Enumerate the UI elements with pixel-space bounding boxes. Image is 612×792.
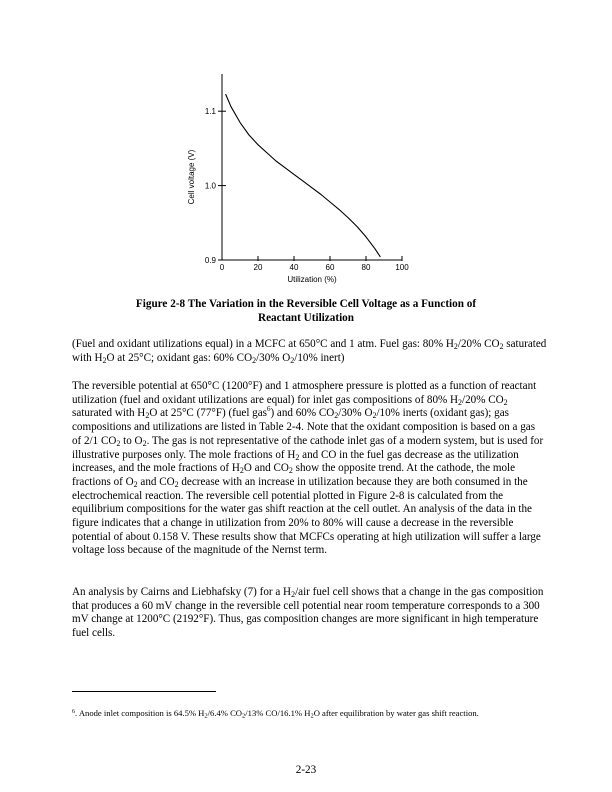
y-tick-label: 1.1: [204, 107, 216, 117]
body-paragraph-2: An analysis by Cairns and Liebhafsky (7) for a $H_2$/air fuel cell shows that a change in the gas composition that produces a 60 mV change in the reversible cell potential near room temperature corresponds to a 300 mV change at 1200°C (2192°F). Thus, gas composition changes are more significant in high temperature fuel cells.: [72, 586, 544, 640]
conditions-paragraph: (Fuel and oxidant utilizations equal) in a MCFC at 650°C and 1 atm. Fuel gas: 80% $H_2/20\%$ $CO_2$ saturated with $H_2O$ at 25°C; oxidant gas: 60% $CO_2/30\%$ $O_2/10\%$ inert): [72, 338, 547, 365]
chart-axes: [222, 74, 402, 260]
chart-series: [226, 94, 381, 257]
x-tick-label: 60: [325, 263, 335, 272]
voltage-curve: [226, 94, 381, 257]
chart-ticks: [205, 107, 409, 272]
y-tick-label: 0.9: [204, 256, 216, 265]
footnote-6: $^6$. Anode inlet composition is 64.5% $H_2/6.4\%$ $CO_2/13\%$ CO/16.1% $H_2O$ after equilibration by water gas shift reaction.: [72, 708, 479, 720]
figure-caption-line-2: Reactant Utilization: [257, 312, 354, 324]
x-tick-label: 80: [361, 263, 371, 272]
x-axis-label: Utilization (%): [287, 275, 337, 284]
body-paragraph-1: The reversible potential at 650°C (1200°F) and 1 atmosphere pressure is plotted as a function of reactant utilization (fuel and oxidant utilizations are equal) for inlet gas compositions of 80% $H_2/20\%$ $CO_2$ saturated with $H_2O$ at 25°C (77°F) (fuel gas$^6$) and 60% $CO_2/30\%$ $O_2/10\%$ inerts (oxidant gas); gas compositions and utilizations are listed in Table 2-4. Note that the oxidant composition is based on a gas of 2/1 $CO_2$ to $O_2$. The gas is not representative of the cathode inlet gas of a modern system, but is used for illustrative purposes only. The mole fractions of $H_2$ and CO in the fuel gas decrease as the utilization increases, and the mole fractions of $H_2O$ and $CO_2$ show the opposite trend. At the cathode, the mole fractions of $O_2$ and $CO_2$ decrease with an increase in utilization because they are both consumed in the electrochemical reaction. The reversible cell potential plotted in Figure 2-8 is calculated from the equilibrium compositions for the water gas shift reaction at the cell outlet. An analysis of the data in the figure indicates that a change in utilization from 20% to 80% will cause a decrease in the reversible potential of about 0.158 V. These results show that MCFCs operating at high utilization will suffer a large voltage loss because of the magnitude of the Nernst term.: [72, 380, 544, 557]
footnote-separator: [72, 691, 216, 692]
x-tick-label: 0: [219, 263, 225, 272]
figure-caption-line-1: Figure 2-8 The Variation in the Reversible Cell Voltage as a Function of: [135, 298, 477, 310]
x-tick-label: 100: [395, 263, 409, 272]
utilization-voltage-chart: [180, 70, 440, 295]
x-tick-label: 40: [289, 263, 299, 272]
y-tick-label: 1.0: [204, 181, 216, 191]
page-number: 2-23: [295, 764, 317, 776]
figure-caption: [72, 297, 540, 325]
x-tick-label: 20: [253, 263, 263, 272]
y-axis-label: Cell voltage (V): [187, 149, 196, 205]
